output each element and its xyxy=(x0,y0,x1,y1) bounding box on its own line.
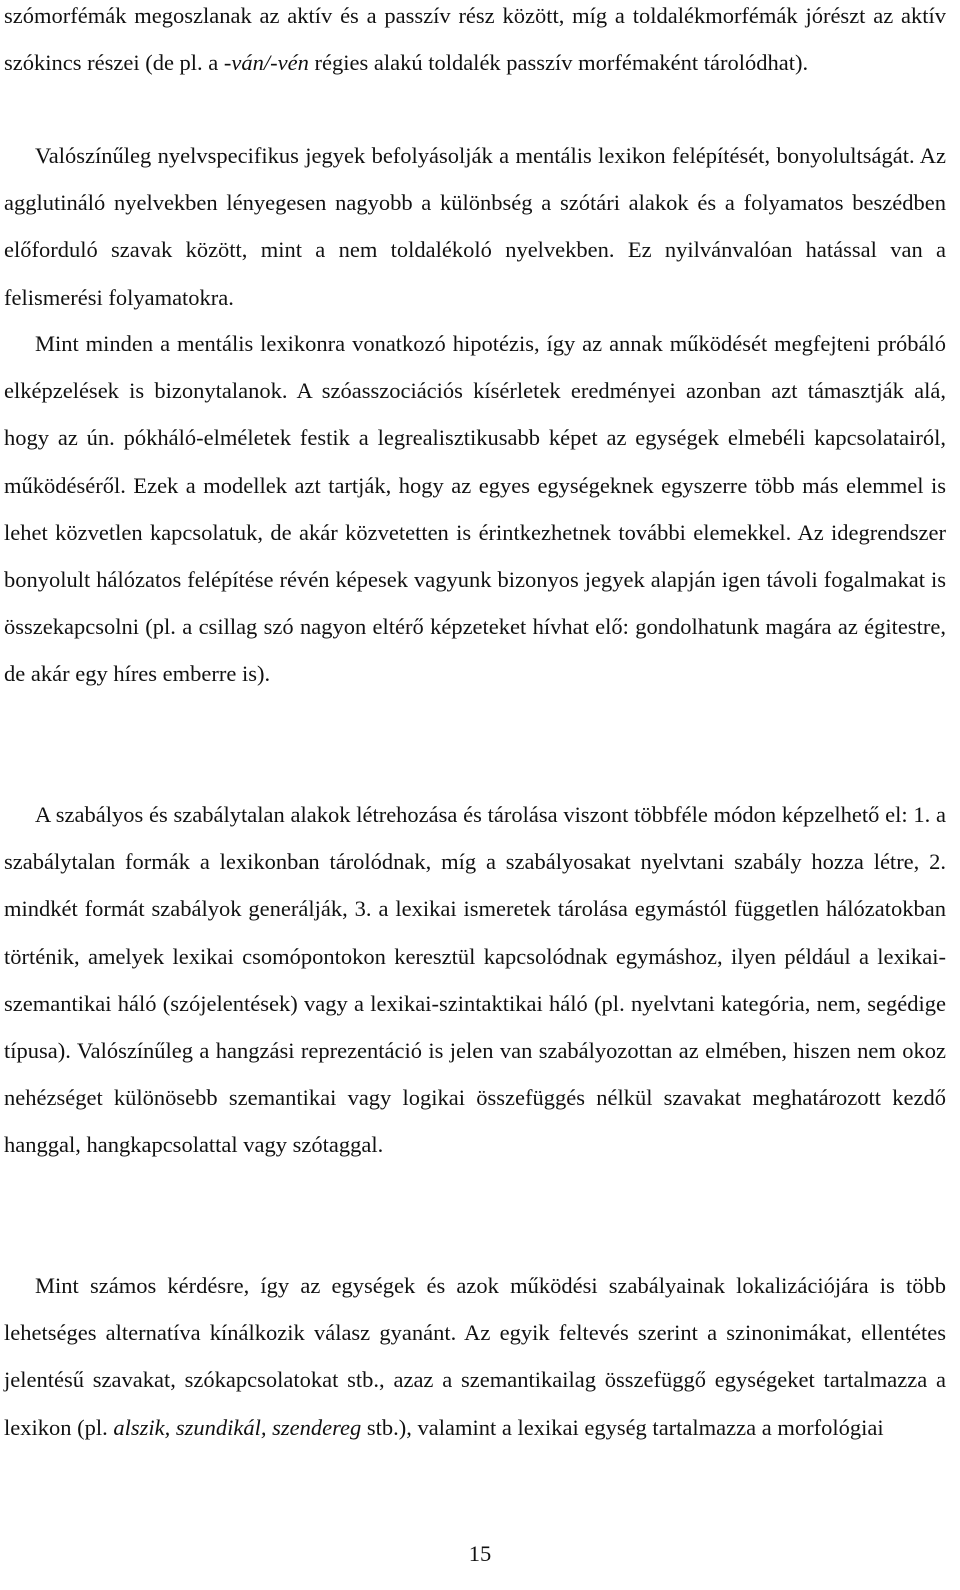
paragraph-1 xyxy=(4,0,946,86)
paragraph-2-text: Valószínűleg nyelvspecifikus jegyek befolyásolják a mentális lexikon felépítését, bonyolultságát. Az agglutináló nyelvekben lényegesen nagyobb a különbség a szótári alakok és a folyamatos beszédben előforduló szavak között, mint a nem toldalékoló nyelvekben. Ez nyilvánvalóan hatással van a felismerési folyamatokra. xyxy=(4,143,946,310)
paragraph-1-text-a: szómorfémák megoszlanak az aktív és a passzív rész között, míg a toldalékmorfémák jórészt az aktív szókincs részei (de pl. a xyxy=(4,3,946,76)
paragraph-3 xyxy=(4,320,946,698)
paragraph-3-text: Mint minden a mentális lexikonra vonatkozó hipotézis, így az annak működését megfejteni próbáló elképzelések is bizonytalanok. A szóasszociációs kísérletek eredményei azonban azt támasztják alá, hogy az ún. pókháló-elméletek festik a legrealisztikusabb képet az egységek elmebéli kapcsolatairól, működéséről. Ezek a modellek azt tartják, hogy az egyes egységeknek egyszerre több más elemmel is lehet közvetlen kapcsolatuk, de akár közvetetten is érintkezhetnek további elemekkel. Az idegrendszer bonyolult hálózatos felépítése révén képesek vagyunk bizonyos jegyek alapján igen távoli fogalmakat is összekapcsolni (pl. a csillag szó nagyon eltérő képzeteket hívhat elő: gondolhatunk magára az égitestre, de akár egy híres emberre is). xyxy=(4,331,946,687)
paragraph-5-italic-examples: alszik, szundikál, szendereg xyxy=(113,1414,362,1440)
paragraph-5 xyxy=(4,1262,946,1451)
paragraph-5-text-b: stb.), valamint a lexikai egység tartalmazza a morfológiai xyxy=(361,1414,884,1440)
page-number: 15 xyxy=(468,1541,492,1566)
paragraph-1-text-b: régies alakú toldalék passzív morfémaként tárolódhat). xyxy=(308,50,809,76)
paragraph-1-italic-suffix: -ván/-vén xyxy=(223,50,309,76)
paragraph-2 xyxy=(4,132,946,321)
paragraph-4-text: A szabályos és szabálytalan alakok létrehozása és tárolása viszont többféle módon képzelhető el: 1. a szabálytalan formák a lexikonban tárolódnak, míg a szabályosakat nyelvtani szabály hozza létre, 2. mindkét formát szabályok generálják, 3. a lexikai ismeretek tárolása egymástól független hálózatokban történik, amelyek lexikai csomópontokon keresztül kapcsolódnak egymáshoz, ilyen például a lexikai-szemantikai háló (szójelentések) vagy a lexikai-szintaktikai háló (pl. nyelvtani kategória, nem, segédige típusa). Valószínűleg a hangzási reprezentáció is jelen van szabályozottan az elmében, hiszen nem okoz nehézséget különösebb szemantikai vagy logikai összefüggés nélkül szavakat meghatározott kezdő hanggal, hangkapcsolattal vagy szótaggal. xyxy=(4,802,946,1158)
paragraph-4 xyxy=(4,791,946,1169)
paragraph-5-text-a: Mint számos kérdésre, így az egységek és azok működési szabályainak lokalizációjára is több lehetséges alternatíva kínálkozik válasz gyanánt. Az egyik feltevés szerint a szinonimákat, ellentétes jelentésű szavakat, szókapcsolatokat stb., azaz a szemantikailag összefüggő egységeket tartalmazza a lexikon (pl. xyxy=(4,1273,946,1440)
